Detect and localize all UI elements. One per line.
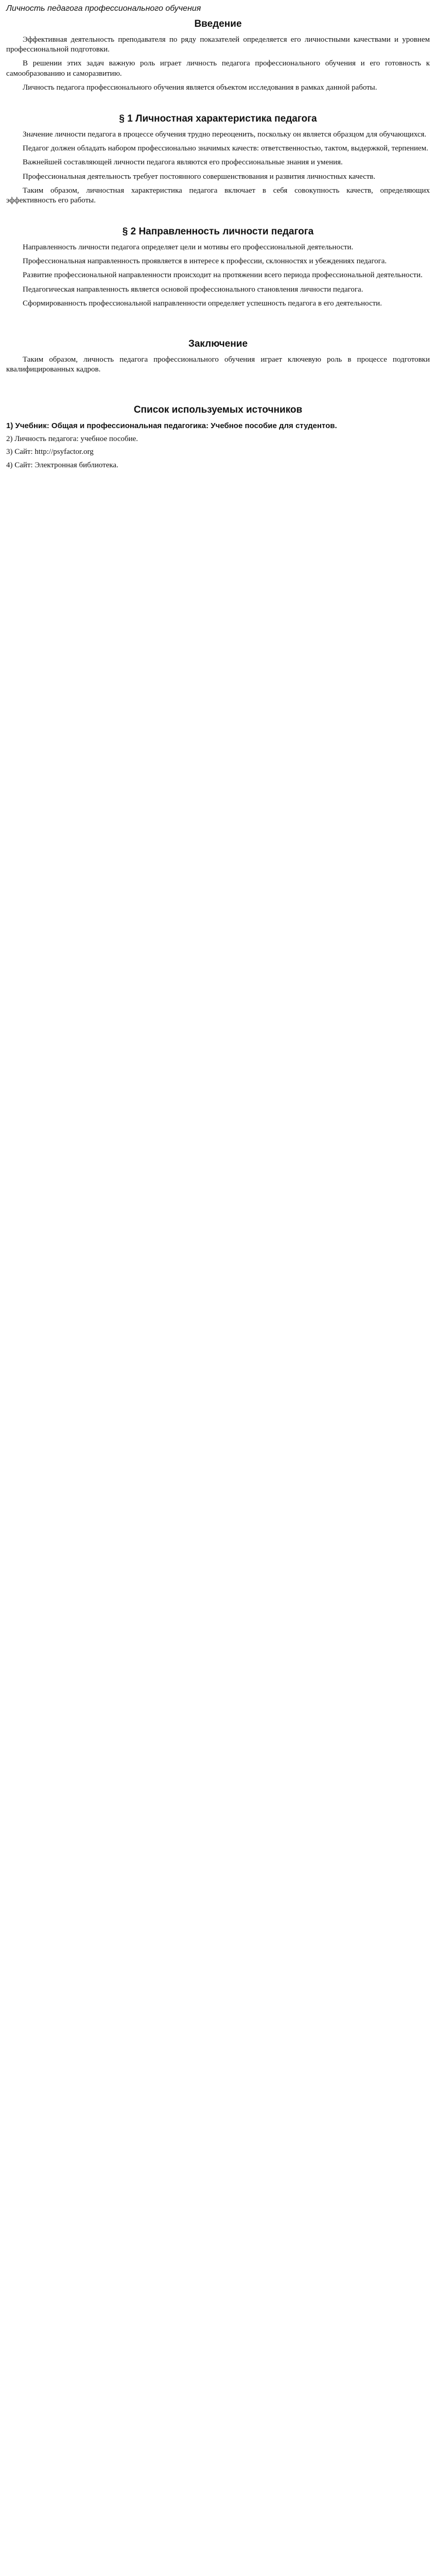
reference-item: 4) Сайт: Электронная библиотека. (6, 461, 118, 469)
paragraph: Сформированность профессиональной направленности определяет успешность педагога в его деятельности. (23, 299, 382, 308)
paragraph: Профессиональная направленность проявляется в интересе к профессии, склонностях и убеждениях педагога. (23, 257, 387, 266)
references-list (6, 421, 430, 470)
paragraph: Направленность личности педагога определяет цели и мотивы его профессиональной деятельности. (23, 243, 354, 252)
paragraph: Педагог должен обладать набором профессионально значимых качеств: ответственностью, тактом, выдержкой, терпением. (23, 144, 428, 153)
section-heading-conclusion: Заключение (188, 338, 248, 349)
paragraph: Личность педагога профессионального обучения является объектом исследования в рамках данной работы. (23, 83, 377, 92)
paragraph: Важнейшей составляющей личности педагога являются его профессиональные знания и умения. (23, 158, 343, 167)
section-heading-orientation: § 2 Направленность личности педагога (122, 226, 314, 238)
paragraph: Значение личности педагога в процессе обучения трудно переоценить, поскольку он является образцом для обучающихся. (23, 130, 427, 139)
paragraph: Развитие профессиональной направленности происходит на протяжении всего периода профессиональной деятельности. (23, 271, 423, 280)
reference-item: 1) Учебник: Общая и профессиональная педагогика: Учебное пособие для студентов. (6, 421, 337, 431)
paragraph: Педагогическая направленность является основой профессионального становления личности педагога. (23, 285, 363, 294)
document-page (0, 0, 436, 494)
section-heading-introduction: Введение (194, 19, 242, 29)
reference-item: 2) Личность педагога: учебное пособие. (6, 434, 138, 443)
document-title: Личность педагога профессионального обучения (6, 4, 201, 13)
references-heading: Список используемых источников (133, 404, 303, 416)
section-heading-personal-characteristics: § 1 Личностная характеристика педагога (119, 113, 317, 124)
reference-item: 3) Сайт: http://psyfactor.org (6, 448, 94, 456)
paragraph: Таким образом, личностная характеристика педагога включает в себя совокупность качеств, определяющих эффективность его работы. (6, 186, 430, 205)
paragraph: В решении этих задач важную роль играет личность педагога профессионального обучения и его готовность к самообразованию и саморазвитию. (6, 59, 430, 78)
paragraph: Таким образом, личность педагога профессионального обучения играет ключевую роль в процессе подготовки квалифицированных кадров. (6, 355, 430, 374)
paragraph: Профессиональная деятельность требует постоянного совершенствования и развития личностных качеств. (23, 172, 376, 181)
paragraph: Эффективная деятельность преподавателя по ряду показателей определяется его личностными качествами и уровнем профессиональной подготовки. (6, 36, 430, 54)
